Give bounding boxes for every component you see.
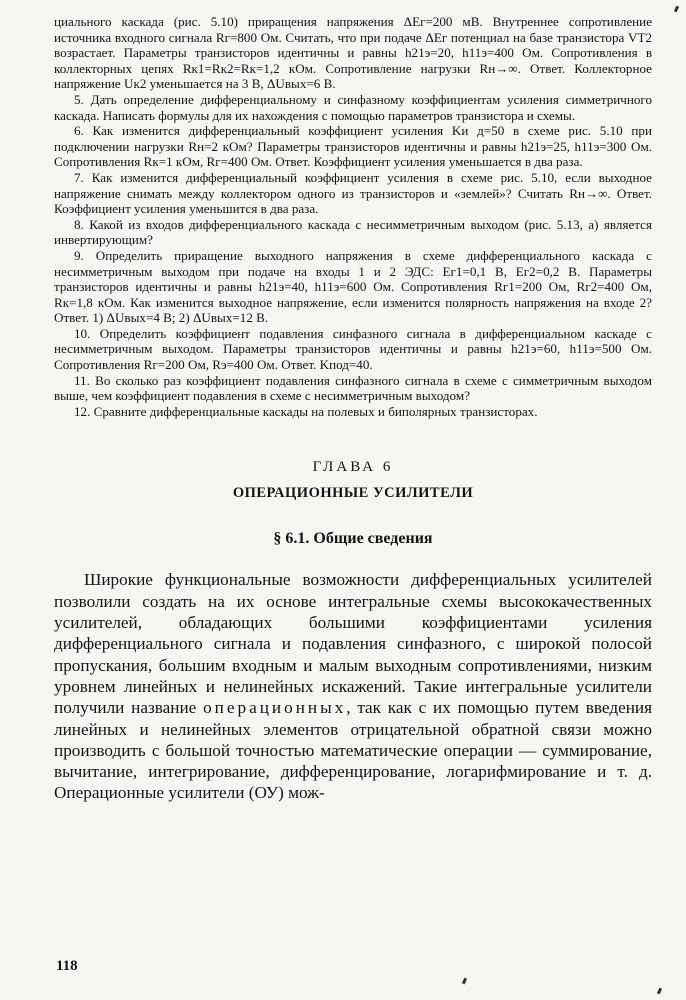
exercise-5: 5. Дать определение дифференциальному и синфазному коэффициентам усиления симметричного каскада. Написать формулы для их нахождения с помощью параметров транзистора и схемы. <box>54 91 652 123</box>
scan-speck <box>674 6 679 13</box>
body-text-part2: , так как с их помощью путем введения линейных и нелинейных элементов отрицательной обратной связи можно производить с большой точностью математические операции — суммирование, вычитание, интегрирование, дифференцирование, логарифмирование и т. д. Операционные усилители (ОУ) мож- <box>54 698 653 803</box>
exercise-4-continuation: циального каскада (рис. 5.10) приращения напряжения ΔEг=200 мВ. Внутреннее сопротивление источника входного сигнала Rг=800 Ом. Считать, что при подаче ΔEг потенциал на базе транзистора VT2 возрастает. Параметры транзисторов идентичны и равны h21э=20, h11э=400 Ом. Сопротивления в коллекторных цепях Rк1=Rк2=Rк=1,2 кОм. Сопротивление нагрузки Rн→∞. Ответ. Коллекторное напряжение Uк2 уменьшается на 3 В, ΔUвых=6 В. <box>54 14 652 92</box>
exercise-10: 10. Определить коэффициент подавления синфазного сигнала в дифференциальном каскаде с несимметричным выходом. Параметры транзисторов идентичны и равны h21э=60, h11э=500 Ом. Сопротивления Rг=200 Ом, Rэ=400 Ом. Ответ. Kпод=40. <box>54 325 652 373</box>
chapter-title: ОПЕРАЦИОННЫЕ УСИЛИТЕЛИ <box>232 485 474 502</box>
page-number: 118 <box>56 958 78 974</box>
body-text-part1: Широкие функциональные возможности дифференциальных усилителей позволили создать на их основе интегральные схемы высококачественных усилителей, обладающих большими коэффициентами усиления дифференциального сигнала и подавления синфазного, с широкой полосой пропускания, большим входным и малым выходным сопротивлениями, низким уровнем линейных и нелинейных искажений. Такие интегральные усилители получили название <box>54 570 652 718</box>
exercise-12: 12. Сравните дифференциальные каскады на полевых и биполярных транзисторах. <box>74 403 538 419</box>
page-content <box>54 14 652 804</box>
exercise-11: 11. Во сколько раз коэффициент подавления синфазного сигнала в схеме с симметричным выходом выше, чем коэффициент подавления в схеме с несимметричным выходом? <box>54 372 652 404</box>
exercise-6: 6. Как изменится дифференциальный коэффициент усиления Kи д=50 в схеме рис. 5.10 при подключении нагрузки Rн=2 кОм? Параметры транзисторов идентичны и равны h21э=25, h11э=300 Ом. Сопротивления Rк=1 кОм, Rг=400 Ом. Ответ. Коэффициент усиления уменьшается в два раза. <box>54 123 652 170</box>
emphasized-term: операционных <box>203 698 347 718</box>
scan-speck <box>462 978 467 985</box>
body-paragraph <box>54 569 652 803</box>
exercise-8: 8. Какой из входов дифференциального каскада с несимметричным выходом (рис. 5.13, а) является инвертирующим? <box>54 216 652 248</box>
exercise-7: 7. Как изменится дифференциальный коэффициент усиления в схеме рис. 5.10, если выходное напряжение снимать между коллектором одного из транзисторов и «землей»? Считать Rн→∞. Ответ. Коэффициент усиления уменьшится в два раза. <box>54 169 652 217</box>
exercise-list <box>54 14 652 419</box>
scan-speck <box>657 988 662 995</box>
exercise-9: 9. Определить приращение выходного напряжения в схеме дифференциального каскада с несимметричным выходом при подаче на входы 1 и 2 ЭДС: Eг1=0,1 В, Eг2=0,2 В. Параметры транзисторов идентичны и равны h21э=40, h11э=600 Ом. Сопротивления Rг1=200 Ом, Rг2=400 Ом, Rк=1,8 кОм. Как изменится выходное напряжение, если изменится полярность напряжения на входе 2? Ответ. 1) ΔUвых=4 В; 2) ΔUвых=12 В. <box>54 247 652 326</box>
chapter-label: ГЛАВА 6 <box>312 459 394 476</box>
section-title: § 6.1. Общие сведения <box>273 530 433 548</box>
